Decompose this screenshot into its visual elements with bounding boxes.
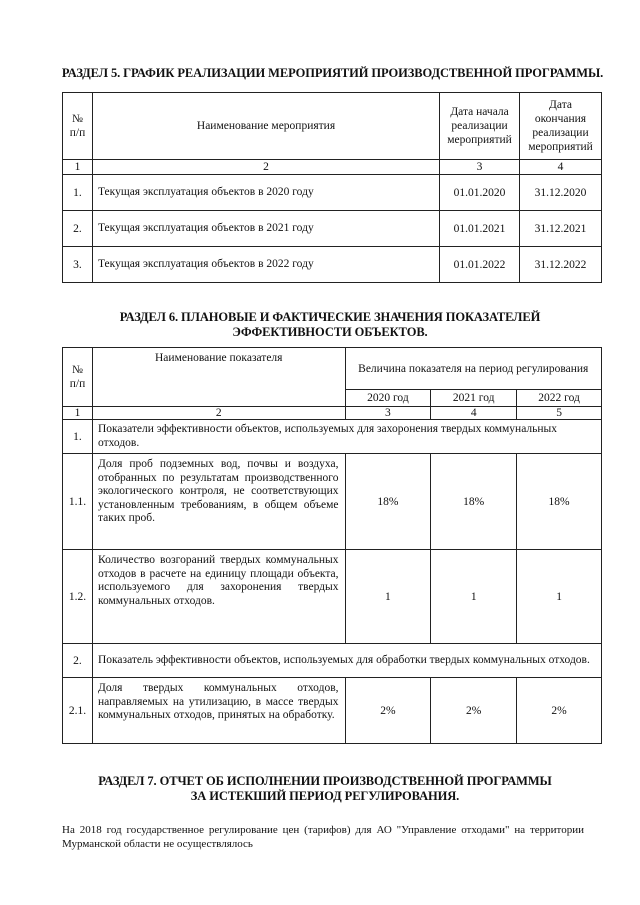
row-num: 1.1. (63, 454, 93, 550)
header-num: № п/п (63, 93, 93, 160)
row-value-2020: 2% (345, 678, 431, 744)
header-indicator-name: Наименование показателя (92, 348, 345, 407)
row-num: 1. (63, 175, 93, 211)
section6-table (62, 347, 602, 744)
row-end-date: 31.12.2021 (520, 211, 602, 247)
col-number: 2 (92, 160, 439, 175)
row-value-2022: 2% (517, 678, 602, 744)
table-header-row (63, 93, 602, 160)
section5-heading: РАЗДЕЛ 5. ГРАФИК РЕАЛИЗАЦИИ МЕРОПРИЯТИЙ ПРОИЗВОДСТВЕННОЙ ПРОГРАММЫ. (61, 66, 604, 80)
row-value-2021: 18% (431, 454, 517, 550)
group-num: 2. (63, 644, 93, 678)
row-value-2020: 1 (345, 550, 431, 644)
group-title: Показатели эффективности объектов, используемых для захоронения твердых коммунальных отходов. (92, 420, 601, 454)
col-number: 4 (520, 160, 602, 175)
row-event-name: Текущая эксплуатация объектов в 2022 году (92, 247, 439, 283)
row-num: 1.2. (63, 550, 93, 644)
row-event-name: Текущая эксплуатация объектов в 2021 году (92, 211, 439, 247)
col-number: 3 (345, 407, 431, 420)
row-value-2021: 1 (431, 550, 517, 644)
row-num: 2.1. (63, 678, 93, 744)
col-number: 1 (63, 160, 93, 175)
col-number: 4 (431, 407, 517, 420)
row-end-date: 31.12.2022 (520, 247, 602, 283)
group-row (63, 644, 602, 678)
table-header-row (63, 348, 602, 390)
col-number: 2 (92, 407, 345, 420)
row-value-2022: 18% (517, 454, 602, 550)
header-year: 2022 год (517, 390, 602, 407)
section7-paragraph: На 2018 год государственное регулирование цен (тарифов) для АО "Управление отходами" на территории Мурманской области не осуществлялось (62, 824, 584, 850)
row-start-date: 01.01.2021 (440, 211, 520, 247)
header-event-name: Наименование мероприятия (92, 93, 439, 160)
header-start-date: Дата начала реализации мероприятий (440, 93, 520, 160)
row-value-2020: 18% (345, 454, 431, 550)
column-number-row (63, 407, 602, 420)
table-row (63, 247, 602, 283)
table-row (63, 175, 602, 211)
header-num: № п/п (63, 348, 93, 407)
row-indicator-name: Доля проб подземных вод, почвы и воздуха, отобранных по результатам производственного экологического контроля, не соответствующих установленным требованиям, в общем объеме таких проб. (92, 454, 345, 550)
table-row (63, 550, 602, 644)
row-end-date: 31.12.2020 (520, 175, 602, 211)
col-number: 5 (517, 407, 602, 420)
row-value-2021: 2% (431, 678, 517, 744)
group-num: 1. (63, 420, 93, 454)
group-title: Показатель эффективности объектов, используемых для обработки твердых коммунальных отходов. (92, 644, 601, 678)
row-event-name: Текущая эксплуатация объектов в 2020 году (92, 175, 439, 211)
row-value-2022: 1 (517, 550, 602, 644)
row-num: 2. (63, 211, 93, 247)
section7-heading: РАЗДЕЛ 7. ОТЧЕТ ОБ ИСПОЛНЕНИИ ПРОИЗВОДСТВЕННОЙ ПРОГРАММЫ ЗА ИСТЕКШИЙ ПЕРИОД РЕГУЛИРОВАНИЯ. (98, 774, 552, 803)
group-row (63, 420, 602, 454)
section5-table (62, 92, 602, 283)
col-number: 3 (440, 160, 520, 175)
row-start-date: 01.01.2022 (440, 247, 520, 283)
table-row (63, 454, 602, 550)
col-number: 1 (63, 407, 93, 420)
row-start-date: 01.01.2020 (440, 175, 520, 211)
header-end-date: Дата окончания реализации мероприятий (520, 93, 602, 160)
header-value-period: Величина показателя на период регулирования (345, 348, 602, 390)
section6-heading: РАЗДЕЛ 6. ПЛАНОВЫЕ И ФАКТИЧЕСКИЕ ЗНАЧЕНИЯ ПОКАЗАТЕЛЕЙ ЭФФЕКТИВНОСТИ ОБЪЕКТОВ. (119, 310, 541, 339)
table-row (63, 211, 602, 247)
table-row (63, 678, 602, 744)
row-indicator-name: Количество возгораний твердых коммунальных отходов в расчете на единицу площади объекта, используемого для захоронения твердых коммунальных отходов. (92, 550, 345, 644)
row-indicator-name: Доля твердых коммунальных отходов, направляемых на утилизацию, в массе твердых коммунальных отходов, принятых на обработку. (92, 678, 345, 744)
row-num: 3. (63, 247, 93, 283)
column-number-row (63, 160, 602, 175)
header-year: 2021 год (431, 390, 517, 407)
header-year: 2020 год (345, 390, 431, 407)
